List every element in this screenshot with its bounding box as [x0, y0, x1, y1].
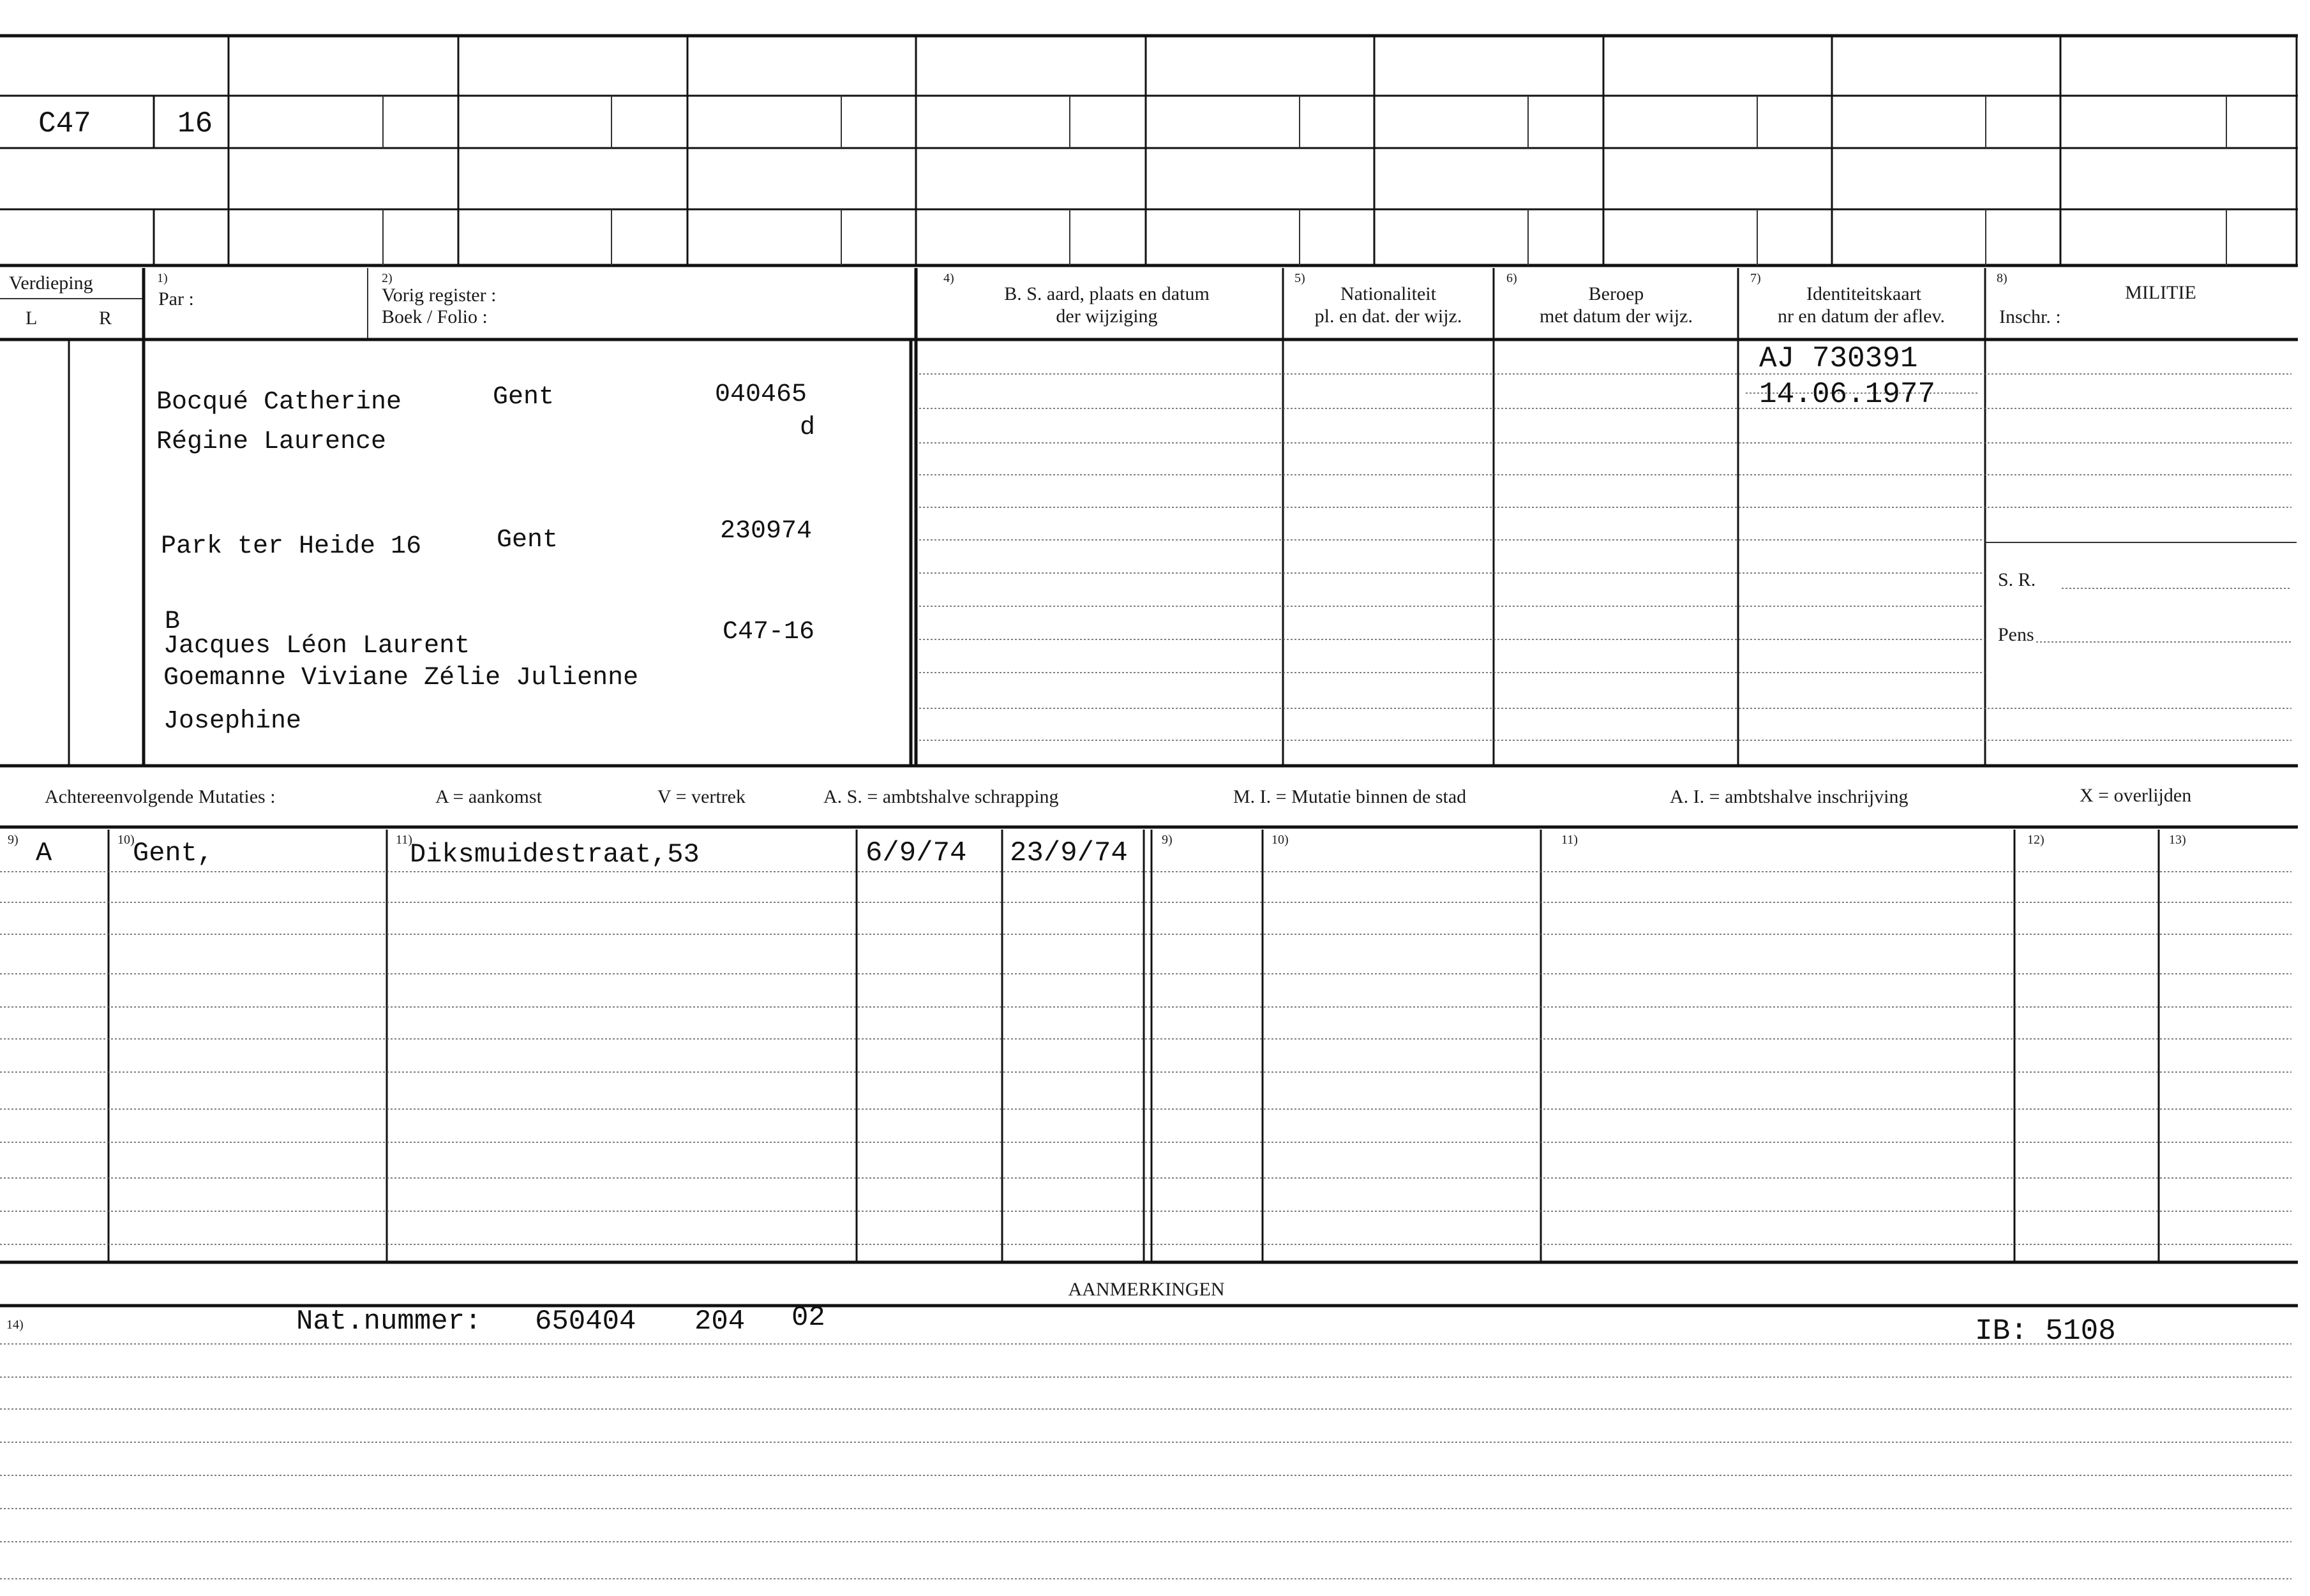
- bs-heading-line1: B. S. aard, plaats en datum: [1004, 283, 1210, 304]
- par-label: Par :: [158, 288, 194, 310]
- nat-number-part3: 02: [791, 1302, 825, 1334]
- birth-date: 040465: [715, 380, 807, 409]
- col-10-number-2: 10): [1271, 833, 1289, 847]
- col-11-number-2: 11): [1561, 833, 1578, 847]
- father-names: Jacques Léon Laurent: [163, 632, 470, 660]
- floor-right-label: R: [99, 308, 112, 329]
- person-section: [0, 339, 2298, 766]
- mutation-ruled-lines: [0, 872, 2291, 1244]
- id-number: 7): [1750, 271, 1761, 285]
- mutation-type: A: [36, 838, 52, 869]
- mother-names: Goemanne Viviane Zélie Julienne: [163, 664, 639, 692]
- register-code: C47: [38, 107, 91, 140]
- floor-left-label: L: [26, 308, 38, 329]
- register-number: 16: [177, 107, 213, 140]
- col-10-number: 10): [117, 833, 135, 847]
- vorig-number: 2): [382, 271, 393, 285]
- mutation-date-12: 6/9/74: [866, 837, 967, 869]
- mutation-date-13: 23/9/74: [1010, 837, 1128, 869]
- col-9-number-2: 9): [1162, 833, 1173, 847]
- birth-mark: d: [800, 414, 816, 442]
- mutation-street: Diksmuidestraat,53: [410, 839, 700, 870]
- id-heading-line2: nr en datum der aflev.: [1777, 306, 1946, 327]
- legend-city-mutation: M. I. = Mutatie binnen de stad: [1233, 786, 1467, 807]
- nat-heading-line1: Nationaliteit: [1340, 283, 1436, 304]
- col-11-number: 11): [396, 833, 412, 847]
- mutation-legend: [45, 785, 2191, 807]
- mil-number: 8): [1997, 271, 2007, 285]
- ruled-lines: [919, 374, 2291, 740]
- col-12-number: 12): [2027, 833, 2044, 847]
- vorig-register-label: Vorig register :: [382, 285, 497, 306]
- legend-ex-officio-removal: A. S. = ambtshalve schrapping: [823, 786, 1059, 807]
- beroep-number: 6): [1506, 271, 1517, 285]
- birth-place: Gent: [493, 383, 555, 412]
- nat-number-part1: 650404: [535, 1306, 636, 1338]
- legend-ex-officio-registration: A. I. = ambtshalve inschrijving: [1670, 786, 1909, 807]
- nat-number: 5): [1294, 271, 1305, 285]
- nat-heading-line2: pl. en dat. der wijz.: [1314, 306, 1462, 327]
- ib-number: IB: 5108: [1975, 1315, 2116, 1348]
- bs-number: 4): [943, 271, 954, 285]
- boek-folio-label: Boek / Folio :: [382, 306, 488, 327]
- bs-heading-line2: der wijziging: [1056, 306, 1158, 327]
- id-card-number: AJ 730391: [1759, 342, 1918, 375]
- remarks-ruled-lines: [0, 1344, 2291, 1579]
- address-city: Gent: [497, 526, 559, 555]
- id-card-date: 14.06.1977: [1759, 378, 1936, 411]
- col-13-number: 13): [2169, 833, 2186, 847]
- mutations-table: [0, 827, 2298, 1262]
- militie-heading: MILITIE: [2125, 282, 2196, 303]
- inschr-label: Inschr. :: [1999, 306, 2061, 327]
- beroep-heading-line1: Beroep: [1588, 283, 1644, 304]
- legend-death: X = overlijden: [2080, 785, 2192, 806]
- mutation-city: Gent,: [133, 838, 214, 869]
- beroep-heading-line2: met datum der wijz.: [1540, 306, 1693, 327]
- sr-label: S. R.: [1998, 569, 2036, 590]
- col-9-number: 9): [8, 833, 19, 847]
- nat-number-label: Nat.nummer:: [296, 1306, 482, 1338]
- code-letter: B: [165, 608, 181, 636]
- register-reference: C47-16: [723, 618, 815, 646]
- legend-arrival: A = aankomst: [435, 786, 542, 807]
- remarks-section: [0, 1279, 2298, 1579]
- pens-label: Pens: [1998, 624, 2034, 645]
- remarks-number: 14): [6, 1318, 24, 1332]
- mother-names-cont: Josephine: [163, 707, 302, 736]
- legend-departure: V = vertrek: [657, 786, 746, 807]
- person-surname: Bocqué Catherine: [156, 388, 402, 417]
- remarks-title: AANMERKINGEN: [1068, 1279, 1225, 1300]
- address: Park ter Heide 16: [161, 532, 422, 561]
- par-number: 1): [157, 271, 168, 285]
- verdieping-label: Verdieping: [9, 272, 93, 294]
- legend-title: Achtereenvolgende Mutaties :: [45, 786, 276, 807]
- nat-number-part2: 204: [694, 1306, 746, 1338]
- person-given-names: Régine Laurence: [156, 428, 387, 456]
- address-date: 230974: [720, 517, 813, 546]
- top-grid: [0, 36, 2298, 265]
- id-heading-line1: Identiteitskaart: [1806, 283, 1921, 304]
